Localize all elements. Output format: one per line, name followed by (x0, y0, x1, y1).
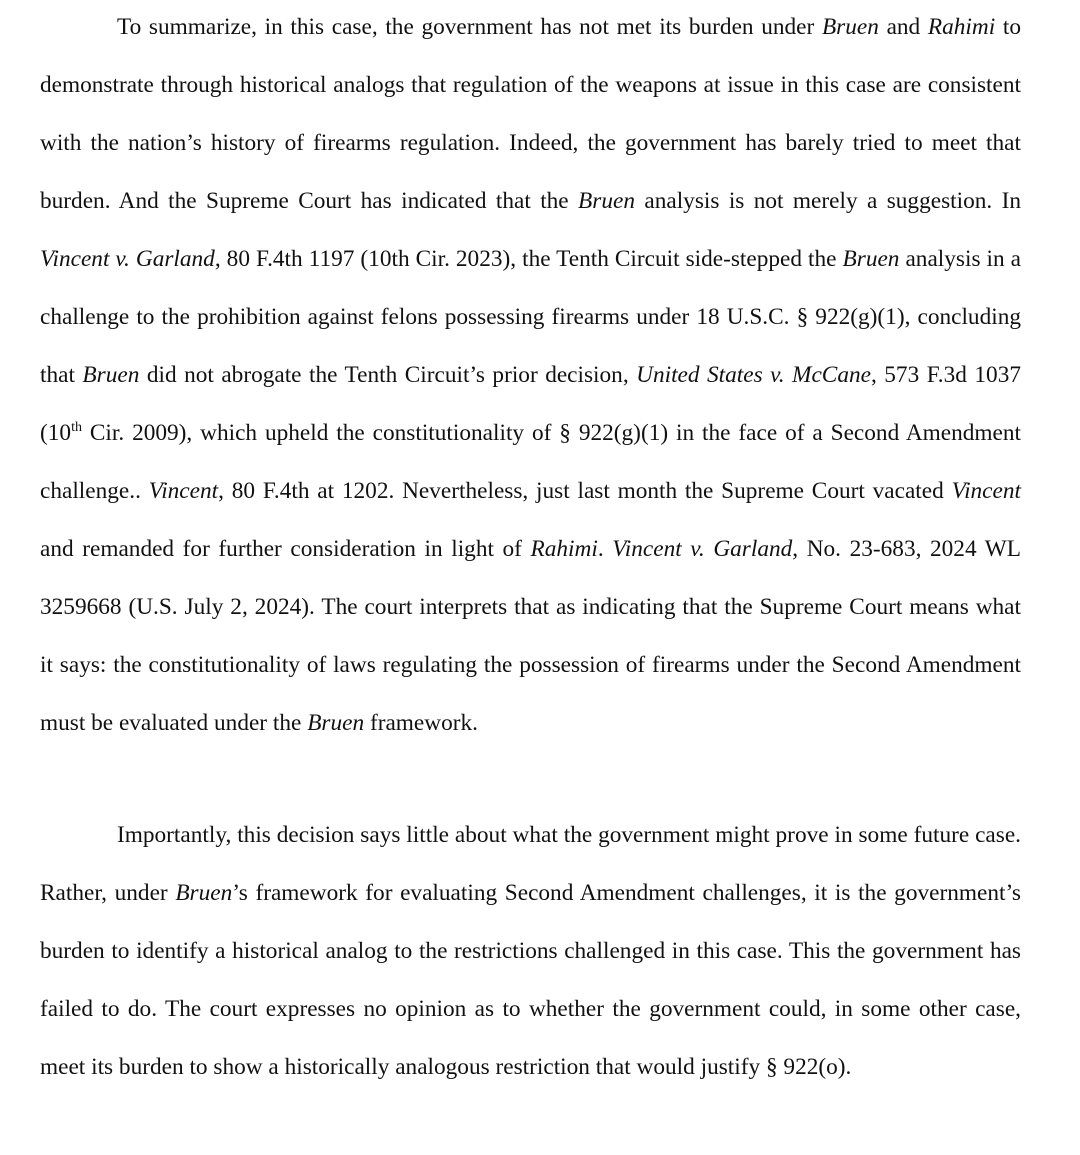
text-run: framework. (364, 710, 478, 736)
italic-citation: Vincent (148, 478, 219, 504)
text-run: ’s framework for evaluating Second Amendment challenges, it is the government’s burden to identify a historical analog to the restrictions challenged in this case. This the government has failed to do. The court expresses no opinion as to whether the government could, in some other case, meet its burden to show a historically analogous restriction that would justify § 922(o). (40, 880, 1021, 1080)
summary-paragraph (40, 0, 1021, 752)
text-run: , 573 F.3d 1037 (10 (40, 362, 1021, 446)
text-run: did not abrogate the Tenth Circuit’s prior decision, (139, 362, 637, 388)
text-run: analysis is not merely a suggestion. In (634, 188, 1021, 214)
italic-citation: Bruen (82, 362, 140, 388)
text-run: and remanded for further consideration in light of (40, 536, 531, 562)
ordinal-superscript: th (71, 420, 82, 435)
italic-citation: Vincent v. Garland (40, 246, 215, 272)
italic-citation: Bruen (307, 710, 365, 736)
text-run: and (878, 14, 928, 40)
italic-citation: Vincent (951, 478, 1021, 504)
italic-citation: Rahimi (927, 14, 996, 40)
text-run: Importantly, this decision says little about what the government might prove in some future case. Rather, under (40, 822, 1021, 906)
importantly-paragraph (40, 806, 1021, 1096)
italic-citation: Vincent v. Garland (612, 536, 793, 562)
text-run: , No. 23-683, 2024 WL 3259668 (U.S. July 2, 2024). The court interprets that as indicating that the Supreme Court means what it says: the constitutionality of laws regulating the possession of firearms under the Second Amendment must be evaluated under the (40, 536, 1021, 736)
italic-citation: United States v. McCane (636, 362, 871, 388)
text-run: To summarize, in this case, the government has not met its burden under (117, 14, 822, 40)
text-run: to demonstrate through historical analogs that regulation of the weapons at issue in this case are consistent with the nation’s history of firearms regulation. Indeed, the government has barely tried to meet that burden. And the Supreme Court has indicated that the (40, 14, 1021, 214)
italic-citation: Bruen (821, 14, 879, 40)
italic-citation: Bruen (175, 880, 233, 906)
italic-citation: Bruen (578, 188, 635, 214)
text-run: , 80 F.4th 1197 (10th Cir. 2023), the Tenth Circuit side-stepped the (214, 246, 843, 272)
italic-citation: Bruen (842, 246, 900, 272)
italic-citation: Rahimi (530, 536, 598, 562)
text-run: , 80 F.4th at 1202. Nevertheless, just last month the Supreme Court vacated (218, 478, 952, 504)
text-run: Cir. 2009), which upheld the constitutionality of § 922(g)(1) in the face of a Second Amendment challenge.. (40, 420, 1021, 504)
text-run: . (597, 536, 613, 562)
text-run: analysis in a challenge to the prohibition against felons possessing firearms under 18 U.S.C. § 922(g)(1), concluding that (40, 246, 1021, 388)
